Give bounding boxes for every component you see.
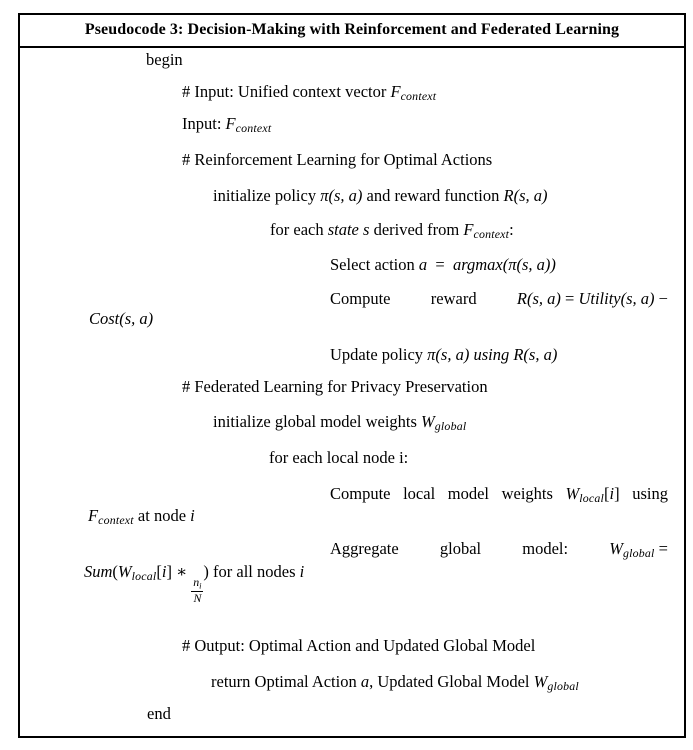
line-select-action: Select action a = argmax(π(s, a))	[330, 255, 556, 274]
line-cost-wrap: Cost(s, a)	[89, 309, 154, 328]
line-for-each-node: for each local node i:	[269, 448, 409, 467]
line-input: Input: $F_{context}$	[182, 114, 272, 136]
line-update-policy: Update policy π(s, a) using R(s, a)	[330, 345, 558, 364]
line-end: end	[147, 704, 171, 723]
line-fl-comment: # Federated Learning for Privacy Preservation	[182, 377, 488, 396]
line-return: return Optimal Action a, Updated Global Model $W_{global}$	[211, 672, 579, 694]
line-init-policy: initialize policy π(s, a) and reward function R(s, a)	[213, 186, 548, 205]
line-output-comment: # Output: Optimal Action and Updated Global Model	[182, 636, 536, 655]
pseudocode-title-row	[20, 15, 684, 48]
line-compute-reward: Compute reward R(s, a) = Utility(s, a) −	[330, 289, 668, 308]
pseudocode-body	[20, 48, 684, 736]
line-for-each-state: for each state s derived from $F_{context}$:	[270, 220, 514, 242]
pseudocode-box	[18, 13, 686, 738]
line-input-comment: # Input: Unified context vector $F_{context}$	[182, 82, 437, 104]
line-init-global: initialize global model weights $W_{global}$	[213, 412, 467, 434]
line-rl-comment: # Reinforcement Learning for Optimal Actions	[182, 150, 493, 169]
fraction-ni-over-N: $\frac{n_i}{N}$	[193, 575, 202, 606]
line-aggregate: Aggregate global model: $W_{global}$ =	[330, 539, 668, 561]
line-compute-local: Compute local model weights $W_{local}[i]$ using	[330, 484, 668, 506]
line-begin: begin	[146, 50, 183, 69]
pseudocode-title: Pseudocode 3: Decision-Making with Reinforcement and Federated Learning	[84, 21, 620, 38]
line-sum-wrap: $Sum(W_{local}[i]$ ∗ $\frac{n_i}{N}$ ) for all nodes i	[84, 562, 305, 606]
line-fcontext-wrap: $F_{context}$ at node i	[88, 506, 195, 528]
